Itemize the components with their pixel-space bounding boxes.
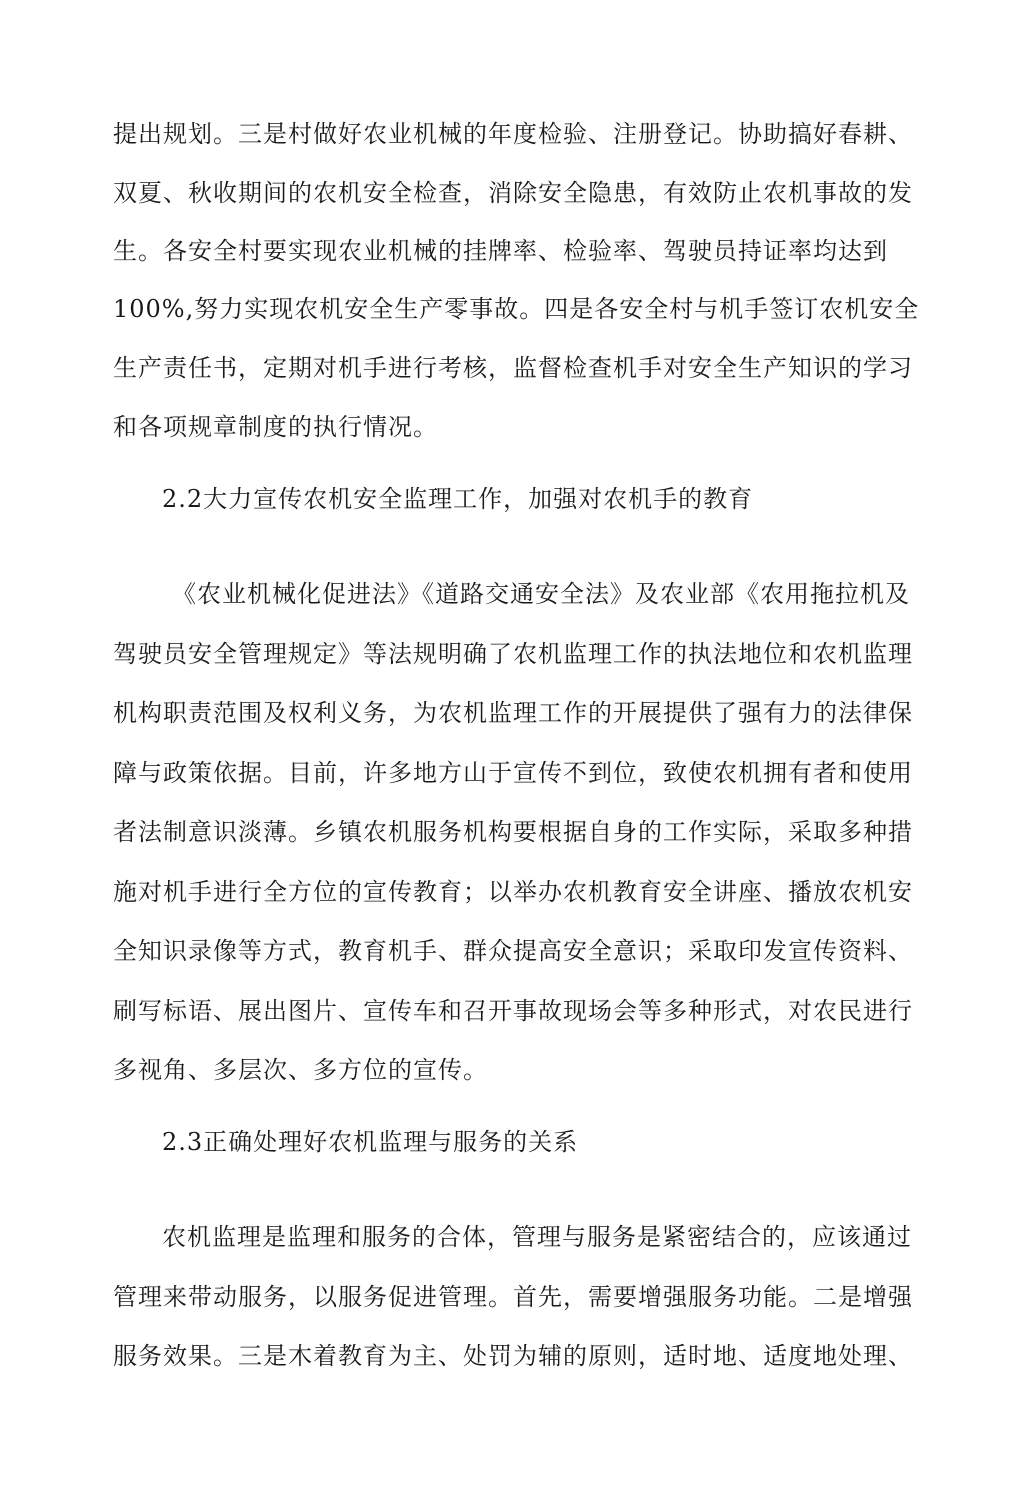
paragraph-line: 生产责任书，定期对机手进行考核，监督检查机手对安全生产知识的学习 (113, 354, 913, 382)
paragraph-line: 服务效果。三是木着教育为主、处罚为辅的原则，适时地、适度地处理、 (113, 1342, 913, 1370)
paragraph-line: 生。各安全村要实现农业机械的挂牌率、检验率、驾驶员持证率均达到 (113, 237, 888, 265)
section-heading-2-2: 2.2大力宣传农机安全监理工作，加强对农机手的教育 (162, 485, 754, 513)
paragraph-line: 和各项规章制度的执行情况。 (113, 413, 438, 441)
paragraph-line: 机构职责范围及权利义务，为农机监理工作的开展提供了强有力的法律保 (113, 699, 913, 727)
paragraph-line: 提出规划。三是村做好农业机械的年度检验、注册登记。协助搞好春耕、 (113, 120, 913, 148)
paragraph-line: 农机监理是监理和服务的合体，管理与服务是紧密结合的，应该通过 (162, 1223, 912, 1251)
paragraph-line: 施对机手进行全方位的宣传教育；以举办农机教育安全讲座、播放农机安 (113, 878, 913, 906)
paragraph-line: 驾驶员安全管理规定》等法规明确了农机监理工作的执法地位和农机监理 (113, 640, 913, 668)
paragraph-line: 者法制意识淡薄。乡镇农机服务机构要根据自身的工作实际，采取多种措 (113, 818, 913, 846)
paragraph-line: 《农业机械化促进法》《道路交通安全法》及农业部《农用拖拉机及 (172, 580, 910, 608)
paragraph-line: 全知识录像等方式，教育机手、群众提高安全意识；采取印发宣传资料、 (113, 937, 913, 965)
paragraph-line: 100%,努力实现农机安全生产零事故。四是各安全村与机手签订农机安全 (113, 295, 920, 323)
paragraph-line: 刷写标语、展出图片、宣传车和召开事故现场会等多种形式，对农民进行 (113, 997, 913, 1025)
paragraph-line: 多视角、多层次、多方位的宣传。 (113, 1056, 488, 1084)
paragraph-line: 双夏、秋收期间的农机安全检查，消除安全隐患，有效防止农机事故的发 (113, 179, 913, 207)
paragraph-line: 障与政策依据。目前，许多地方山于宣传不到位，致使农机拥有者和使用 (113, 759, 913, 787)
section-heading-2-3: 2.3正确处理好农机监理与服务的关系 (162, 1128, 579, 1156)
paragraph-line: 管理来带动服务，以服务促进管理。首先，需要增强服务功能。二是增强 (113, 1283, 913, 1311)
